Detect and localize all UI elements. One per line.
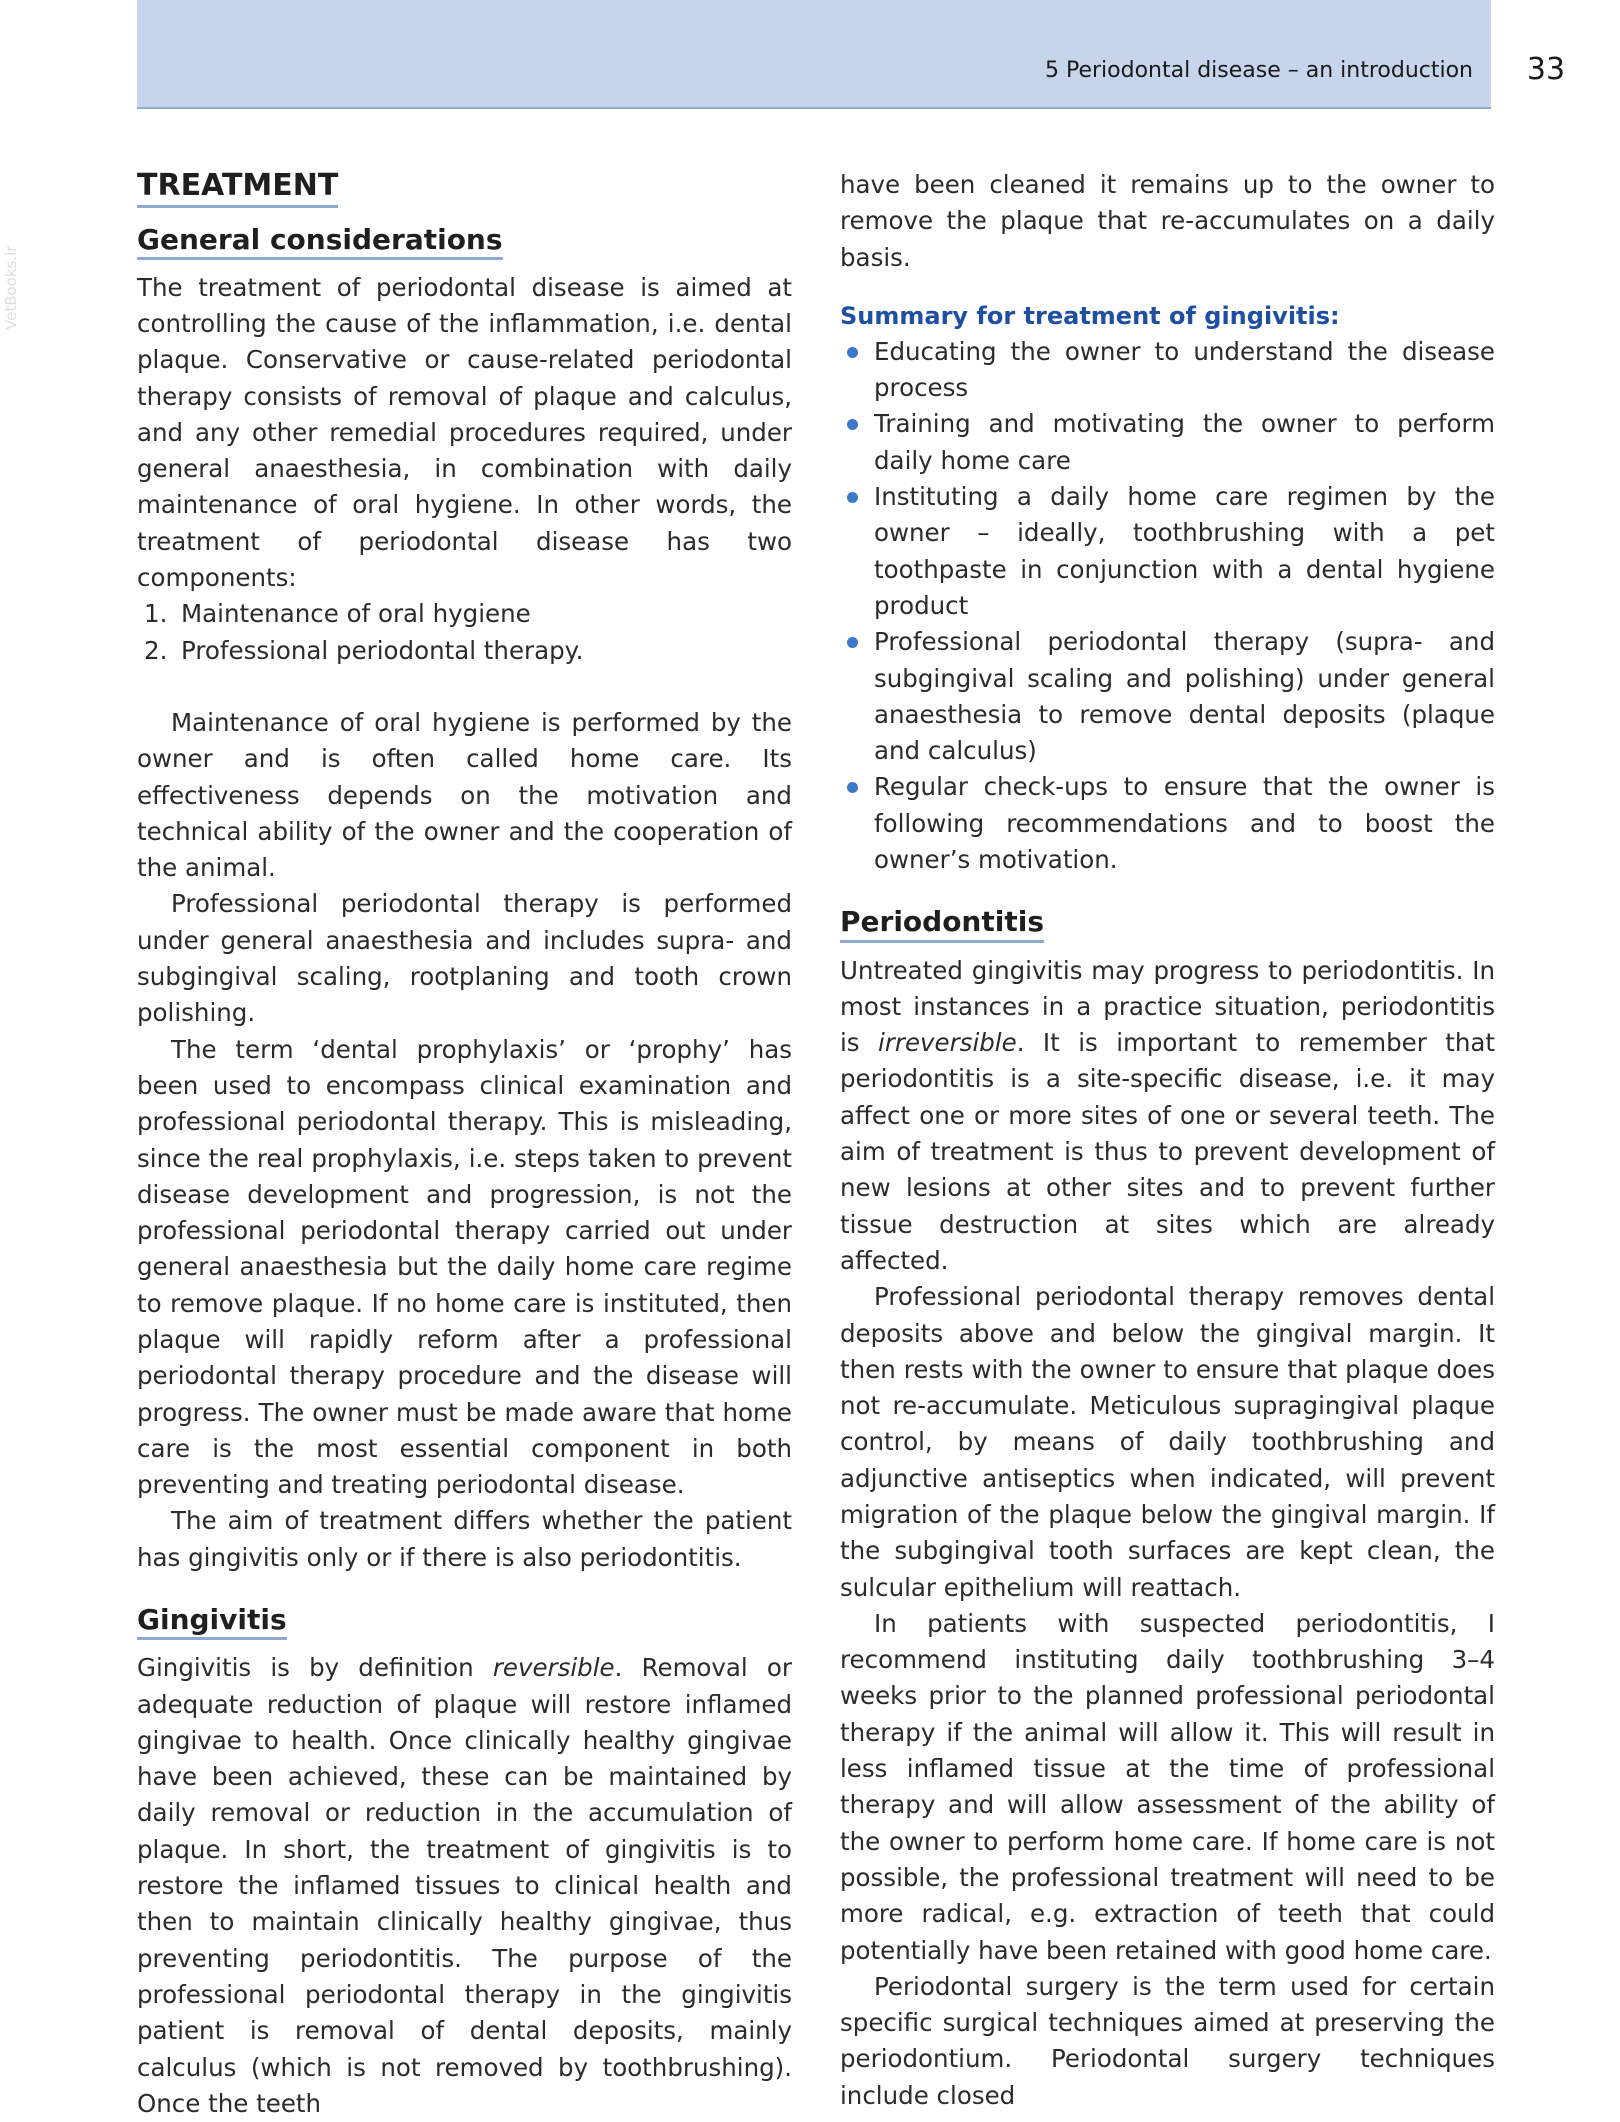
summary-list bbox=[840, 334, 1495, 878]
general-considerations-heading: General considerations bbox=[137, 224, 503, 260]
list-text: Professional periodontal therapy. bbox=[181, 635, 584, 665]
list-item bbox=[137, 596, 792, 632]
continuation-paragraph: have been cleaned it remains up to the owner to remove the plaque that re-accumulates on a daily basis. bbox=[840, 170, 1495, 272]
watermark: VetBooks.ir bbox=[2, 245, 20, 330]
list-item bbox=[840, 769, 1495, 878]
general-paragraph-4: The term ‘dental prophylaxis’ or ‘prophy’ has been used to encompass clinical examination and professional periodontal therapy. This is misleading, since the real prophylaxis, i.e. steps taken to prevent disease development and progression, is not the professional periodontal therapy carried out under general anaesthesia but the daily home care regime to remove plaque. If no home care is instituted, then plaque will rapidly reform after a professional periodontal therapy procedure and the disease will progress. The owner must be made aware that home care is the most essential component in both preventing and treating periodontal disease. bbox=[137, 1034, 792, 1500]
summary-heading: Summary for treatment of gingivitis: bbox=[840, 301, 1340, 330]
list-number: 1. bbox=[144, 599, 168, 629]
header-band bbox=[137, 0, 1491, 109]
periodontitis-paragraph-2: Professional periodontal therapy removes dental deposits above and below the gingival margin. It then rests with the owner to ensure that plaque does not re-accumulate. Meticulous supragingival plaque control, by means of daily toothbrushing and adjunctive antiseptics when indicated, will prevent migration of the plaque below the gingival margin. If the subgingival tooth surfaces are kept clean, the sulcular epithelium will reattach. bbox=[840, 1282, 1495, 1602]
gingivitis-paragraph-1 bbox=[137, 1650, 792, 2122]
list-item bbox=[840, 479, 1495, 624]
list-text: Training and motivating the owner to perform daily home care bbox=[874, 409, 1495, 475]
text-run: . Removal or adequate reduction of plaque will restore inflamed gingivae to health. Once clinically healthy gingivae have been achieved, these can be maintained by daily removal or reduction in the accumulation of plaque. In short, the treatment of gingivitis is to restore the inflamed tissues to clinical health and then to maintain clinically healthy gingivae, thus preventing periodontitis. The purpose of the professional periodontal therapy in the gingivitis patient is removal of dental deposits, mainly calculus (which is not removed by toothbrushing). Once the teeth bbox=[137, 1653, 792, 2118]
bullet-icon bbox=[847, 492, 858, 503]
periodontitis-paragraph-3: In patients with suspected periodontitis, I recommend instituting daily toothbrushing 3–4 weeks prior to the planned professional periodontal therapy if the animal will allow it. This will result in less inflamed tissue at the time of professional therapy and will allow assessment of the ability of the owner to perform home care. If home care is not possible, the professional treatment will need to be more radical, e.g. extraction of teeth that could potentially have been retained with good home care. bbox=[840, 1608, 1495, 1965]
list-item bbox=[137, 633, 792, 669]
gingivitis-heading: Gingivitis bbox=[137, 1604, 287, 1640]
left-column bbox=[137, 167, 792, 2122]
emphasis-text: irreversible bbox=[878, 1028, 1017, 1058]
right-column bbox=[840, 167, 1495, 2114]
list-text: Maintenance of oral hygiene bbox=[181, 599, 531, 629]
running-title: 5 Periodontal disease – an introduction bbox=[1044, 58, 1473, 83]
text-run: Gingivitis is by definition bbox=[137, 1653, 493, 1683]
general-paragraph-1: The treatment of periodontal disease is aimed at controlling the cause of the inflammation, i.e. dental plaque. Conservative or cause-related periodontal therapy consists of removal of plaque and calculus, and any other remedial procedures required, under general anaesthesia, in combination with daily maintenance of oral hygiene. In other words, the treatment of periodontal disease has two components: bbox=[137, 272, 792, 593]
bullet-icon bbox=[847, 637, 858, 648]
list-item bbox=[840, 624, 1495, 769]
bullet-icon bbox=[847, 419, 858, 430]
list-number: 2. bbox=[144, 635, 168, 665]
components-list bbox=[137, 596, 792, 669]
bullet-icon bbox=[847, 347, 858, 358]
general-paragraph-2: Maintenance of oral hygiene is performed by the owner and is often called home care. Its effectiveness depends on the motivation and technical ability of the owner and the cooperation of the animal. bbox=[137, 707, 792, 883]
treatment-heading: TREATMENT bbox=[137, 169, 338, 208]
emphasis-text: reversible bbox=[492, 1653, 615, 1683]
list-text: Instituting a daily home care regimen by the owner – ideally, toothbrushing with a pet toothpaste in conjunction with a dental hygiene product bbox=[874, 482, 1495, 620]
general-paragraph-3: Professional periodontal therapy is performed under general anaesthesia and includes supra- and subgingival scaling, rootplaning and tooth crown polishing. bbox=[137, 889, 792, 1028]
list-text: Professional periodontal therapy (supra- and subgingival scaling and polishing) under general anaesthesia to remove dental deposits (plaque and calculus) bbox=[874, 627, 1495, 766]
list-item bbox=[840, 406, 1495, 479]
list-text: Regular check-ups to ensure that the owner is following recommendations and to boost the owner’s motivation. bbox=[874, 772, 1495, 875]
periodontitis-paragraph-1 bbox=[840, 953, 1495, 1280]
list-text: Educating the owner to understand the disease process bbox=[874, 336, 1495, 403]
text-run: . It is important to remember that periodontitis is a site-specific disease, i.e. it may affect one or more sites of one or several teeth. The aim of treatment is thus to prevent development of new lesions at other sites and to prevent further tissue destruction at sites which are already affected. bbox=[840, 1028, 1496, 1275]
periodontitis-heading: Periodontitis bbox=[840, 906, 1044, 942]
text-run: Untreated gingivitis may progress to periodontitis. In most instances in a practice situation, periodontitis is bbox=[840, 955, 1495, 1058]
spacer bbox=[137, 669, 792, 705]
bullet-icon bbox=[847, 782, 858, 793]
list-item bbox=[840, 334, 1495, 407]
page-number: 33 bbox=[1526, 52, 1566, 87]
general-paragraph-5: The aim of treatment differs whether the patient has gingivitis only or if there is also periodontitis. bbox=[137, 1506, 792, 1572]
periodontitis-paragraph-4: Periodontal surgery is the term used for certain specific surgical techniques aimed at preserving the periodontium. Periodontal surgery techniques include closed bbox=[840, 1971, 1495, 2110]
